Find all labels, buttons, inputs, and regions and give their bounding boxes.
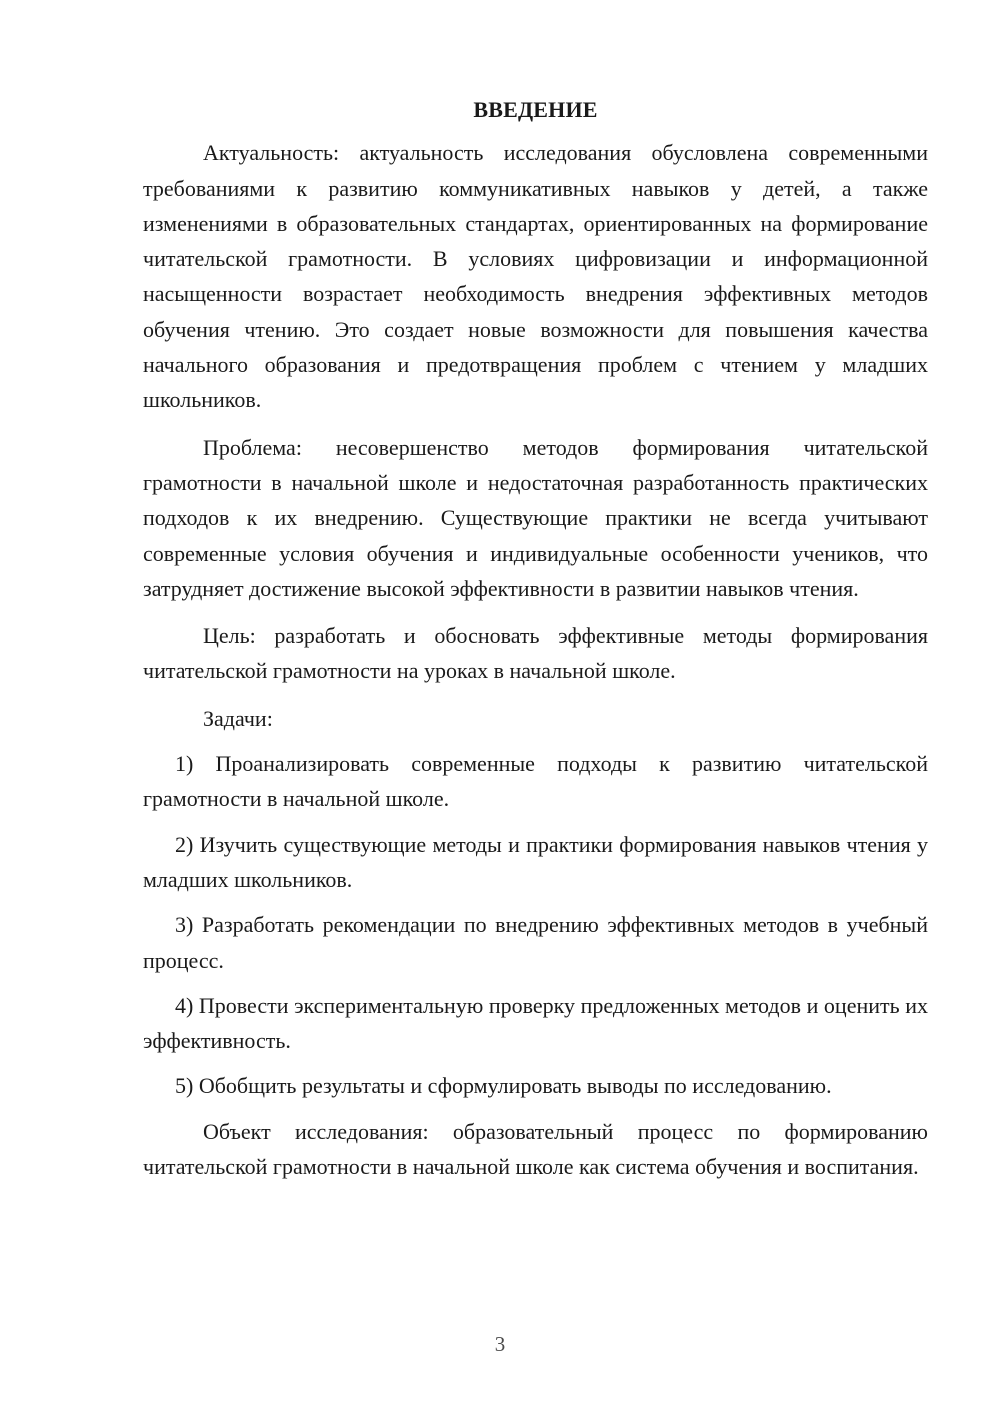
section-heading: ВВЕДЕНИЕ — [473, 97, 598, 122]
task-item-1: 1) Проанализировать современные подходы к развитию читательской грамотности в начальной школе. — [143, 751, 928, 812]
task-item-3: 3) Разработать рекомендации по внедрению эффективных методов в учебный процесс. — [143, 912, 928, 973]
task-item-2: 2) Изучить существующие методы и практики формирования навыков чтения у младших школьников. — [143, 831, 928, 892]
problem-paragraph: Проблема: несовершенство методов формирования читательской грамотности в начальной школе и недостаточная разработанность практических подходов к их внедрению. Существующие практики не всегда учитывают современные условия обучения и индивидуальные особенности учеников, что затрудняет достижение высокой эффективности в развитии навыков чтения. — [143, 434, 928, 601]
object-paragraph: Объект исследования: образовательный процесс по формированию читательской грамотности в начальной школе как система обучения и воспитания. — [143, 1118, 928, 1180]
document-page — [143, 92, 928, 1196]
page-number: 3 — [494, 1332, 506, 1356]
goal-paragraph: Цель: разработать и обосновать эффективные методы формирования читательской грамотности на уроках в начальной школе. — [143, 623, 928, 684]
task-item-5: 5) Обобщить результаты и сформулировать выводы по исследованию. — [175, 1073, 832, 1099]
relevance-paragraph: Актуальность: актуальность исследования обусловлена современными требованиями к развитию коммуникативных навыков у детей, а также изменениями в образовательных стандартах, ориентированных на формирование читательской грамотности. В условиях цифровизации и информационной насыщенности возрастает необходимость внедрения эффективных методов обучения чтению. Это создает новые возможности для повышения качества начального образования и предотвращения проблем с чтением у младших школьников. — [143, 140, 928, 413]
task-item-4: 4) Провести экспериментальную проверку предложенных методов и оценить их эффективность. — [143, 992, 928, 1054]
tasks-label: Задачи: — [203, 705, 273, 731]
